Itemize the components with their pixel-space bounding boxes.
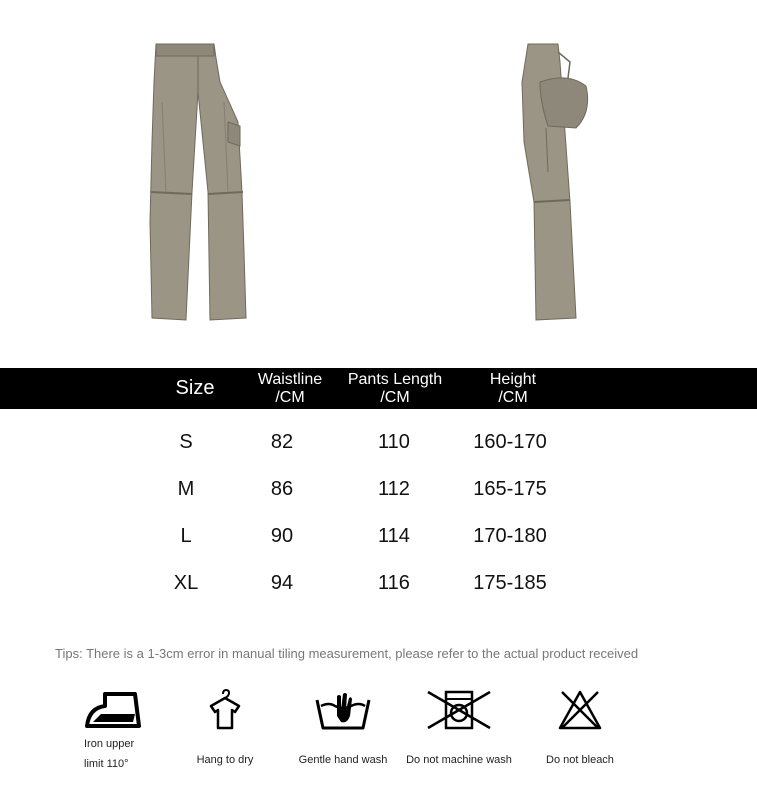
care-hang-dry: Hang to dry	[190, 688, 260, 770]
hand-wash-icon	[313, 688, 373, 732]
header-height: Height /CM	[489, 371, 537, 406]
header-waistline: Waistline /CM	[257, 371, 323, 406]
size-cell: M	[177, 478, 195, 500]
height-cell: 170-180	[473, 525, 547, 547]
size-cell: L	[180, 525, 192, 547]
height-cell: 165-175	[473, 478, 547, 500]
height-cell: 160-170	[473, 431, 547, 453]
no-machine-wash-icon	[424, 688, 494, 732]
waist-cell: 94	[270, 572, 294, 594]
table-row	[0, 474, 757, 504]
care-iron: Iron upper limit 110°	[78, 688, 148, 774]
height-cell: 175-185	[473, 572, 547, 594]
hang-dry-icon	[205, 688, 245, 732]
header-size: Size	[175, 377, 215, 399]
length-cell: 114	[378, 525, 410, 547]
care-no-machine-wash: Do not machine wash	[400, 688, 518, 770]
size-cell: XL	[173, 572, 199, 594]
table-row	[0, 568, 757, 598]
care-no-bleach: Do not bleach	[538, 688, 622, 770]
measurement-tip: Tips: There is a 1-3cm error in manual tiling measurement, please refer to the actual product received	[55, 646, 639, 661]
iron-icon	[83, 688, 143, 732]
length-cell: 110	[378, 431, 410, 453]
pants-front-image	[148, 42, 248, 324]
waist-cell: 82	[270, 431, 294, 453]
pants-side-image	[518, 42, 598, 324]
length-cell: 116	[378, 572, 410, 594]
no-bleach-icon	[556, 688, 604, 732]
size-cell: S	[179, 431, 193, 453]
length-cell: 112	[378, 478, 410, 500]
care-hand-wash: Gentle hand wash	[295, 688, 391, 770]
waist-cell: 90	[270, 525, 294, 547]
header-pants-length: Pants Length /CM	[347, 371, 443, 406]
waist-cell: 86	[270, 478, 294, 500]
size-table-header	[0, 368, 757, 409]
table-row	[0, 427, 757, 457]
table-row	[0, 521, 757, 551]
